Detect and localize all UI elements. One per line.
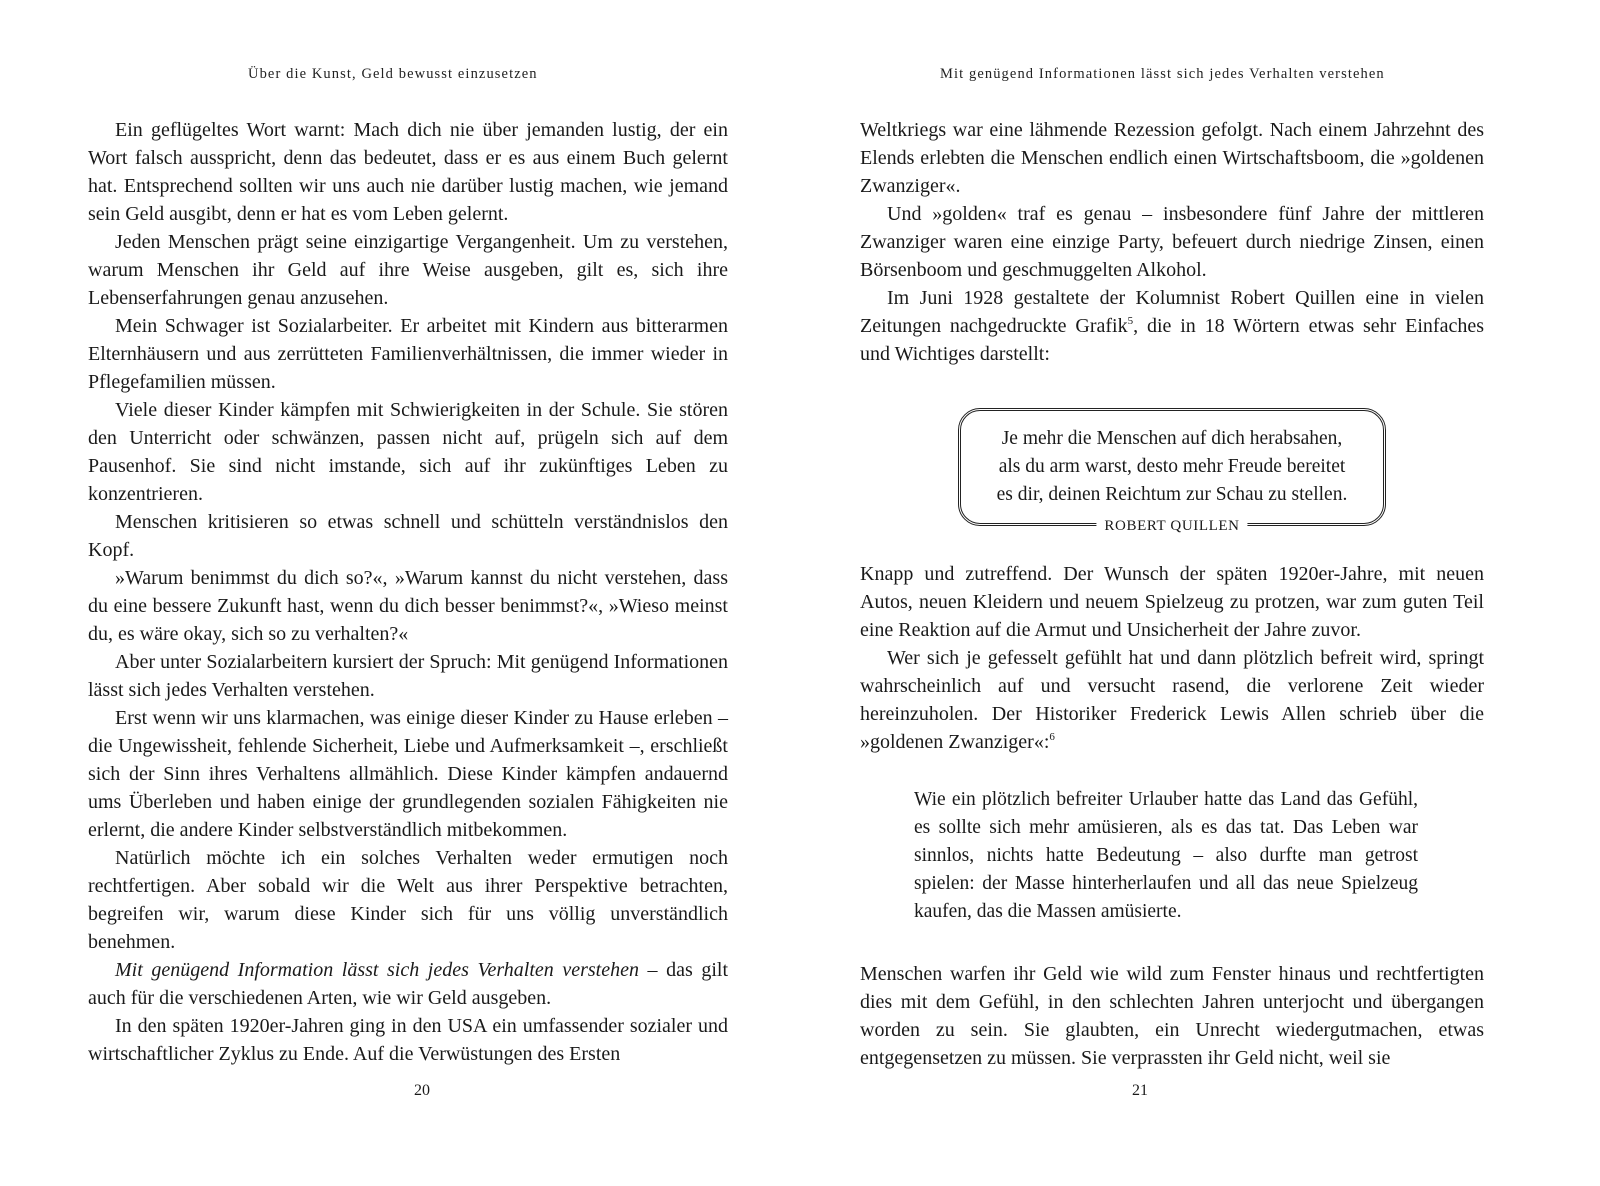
left-body-text — [88, 116, 728, 1068]
paragraph: »Warum benimmst du dich so?«, »Warum kannst du nicht verstehen, dass du eine bessere Zukunft hast, wenn du dich besser benimmst?«, »Wieso meinst du, es wäre okay, sich so zu verhalten?« — [88, 567, 728, 645]
paragraph: Mein Schwager ist Sozialarbeiter. Er arbeitet mit Kindern aus bitterarmen Elternhäusern und aus zerrütteten Familienverhältnissen, die immer wieder in Pflegefamilien müssen. — [88, 315, 728, 393]
page-number-left: 20 — [414, 1082, 430, 1099]
quote-line: Je mehr die Menschen auf dich herabsahen, — [1001, 428, 1343, 449]
running-head-right: Mit genügend Informationen lässt sich jedes Verhalten verstehen — [940, 66, 1385, 82]
paragraph: Menschen kritisieren so etwas schnell und schütteln verständnislos den Kopf. — [88, 511, 728, 561]
paragraph — [860, 644, 1484, 756]
quote-line: es dir, deinen Reichtum zur Schau zu stellen. — [996, 484, 1348, 505]
paragraph — [860, 284, 1484, 368]
footnote-ref: 5 — [1127, 315, 1134, 327]
quote-author: ROBERT QUILLEN — [1096, 518, 1247, 535]
paragraph: In den späten 1920er-Jahren ging in den USA ein umfassender sozialer und wirtschaftlicher Zyklus zu Ende. Auf die Verwüstungen des Ersten — [88, 1015, 728, 1065]
paragraph-part: Wer sich je gefesselt gefühlt hat und dann plötzlich befreit wird, springt wahrscheinlich auf und versucht rasend, die verlorene Zeit wieder hereinzuholen. Der Historiker Frederick Lewis Allen schrieb über die »goldenen Zwanziger«: — [860, 647, 1484, 753]
paragraph: Weltkriegs war eine lähmende Rezession gefolgt. Nach einem Jahrzehnt des Elends erlebten die Menschen endlich einen Wirtschaftsboom, die »goldenen Zwanziger«. — [860, 119, 1484, 197]
paragraph: Menschen warfen ihr Geld wie wild zum Fenster hinaus und rechtfertigten dies mit dem Gefühl, in den schlechten Jahren unterjocht und übergangen worden zu sein. Sie glaubten, ein Unrecht wiedergutmachen, etwas entgegensetzen zu müssen. Sie verprassten ihr Geld nicht, weil sie — [860, 963, 1484, 1069]
quote-line: als du arm warst, desto mehr Freude bereitet — [998, 456, 1346, 477]
paragraph: Viele dieser Kinder kämpfen mit Schwierigkeiten in der Schule. Sie stören den Unterricht oder schwänzen, passen nicht auf, prügeln sich auf dem Pausenhof. Sie sind nicht imstande, sich auf ihr zukünftiges Leben zu konzentrieren. — [88, 399, 728, 505]
right-page — [800, 0, 1600, 1186]
quote-box — [958, 408, 1386, 534]
paragraph-part: , die in 18 Wörtern etwas sehr Einfaches und Wichtiges darstellt: — [860, 315, 1485, 365]
paragraph: Erst wenn wir uns klarmachen, was einige dieser Kinder zu Hause erleben – die Ungewissheit, fehlende Sicherheit, Liebe und Aufmerksamkeit –, erschließt sich der Sinn ihres Verhaltens allmählich. Diese Kinder kämpfen andauernd ums Überleben und haben einige der grundlegenden sozialen Fähigkeiten nie erlernt, die andere Kinder selbstverständlich mitbekommen. — [88, 707, 728, 841]
right-body-text — [860, 116, 1484, 1072]
page-number-right: 21 — [1132, 1082, 1148, 1099]
paragraph: Ein geflügeltes Wort warnt: Mach dich nie über jemanden lustig, der ein Wort falsch ausspricht, denn das bedeutet, dass er es aus einem Buch gelernt hat. Entsprechend sollten wir uns auch nie darüber lustig machen, wie jemand sein Geld ausgibt, denn er hat es vom Leben gelernt. — [88, 119, 728, 225]
paragraph: Jeden Menschen prägt seine einzigartige Vergangenheit. Um zu verstehen, warum Menschen ihr Geld auf ihre Weise ausgeben, gilt es, sich ihre Lebenserfahrungen genau anzusehen. — [88, 231, 728, 309]
italic-phrase: Mit genügend Information lässt sich jedes Verhalten verstehen — [115, 959, 639, 981]
paragraph: Aber unter Sozialarbeitern kursiert der Spruch: Mit genügend Informationen lässt sich jedes Verhalten verstehen. — [88, 651, 728, 701]
block-quote — [914, 786, 1418, 926]
block-quote-text: Wie ein plötzlich befreiter Urlauber hatte das Land das Gefühl, es sollte sich mehr amüsieren, als es das tat. Das Leben war sinnlos, nichts hatte Bedeutung – also durfte man getrost spielen: der Masse hinterherlaufen und all das neue Spielzeug kaufen, das die Massen amüsierte. — [914, 789, 1418, 922]
paragraph-part: Im Juni 1928 gestaltete der Kolumnist Robert Quillen eine in vielen Zeitungen nachgedruckte Grafik — [860, 287, 1484, 337]
paragraph: Natürlich möchte ich ein solches Verhalten weder ermutigen noch rechtfertigen. Aber sobald wir die Welt aus ihrer Perspektive betrachten, begreifen wir, warum diese Kinder sich für uns völlig unverständlich benehmen. — [88, 847, 728, 953]
quote-text — [961, 425, 1383, 509]
paragraph: Knapp und zutreffend. Der Wunsch der späten 1920er-Jahre, mit neuen Autos, neuen Kleidern und neuem Spielzeug zu protzen, war zum guten Teil eine Reaktion auf die Armut und Unsicherheit der Jahre zuvor. — [860, 563, 1484, 641]
paragraph: Und »golden« traf es genau – insbesondere fünf Jahre der mittleren Zwanziger waren eine einzige Party, befeuert durch niedrige Zinsen, einen Börsenboom und geschmuggelten Alkohol. — [860, 203, 1484, 281]
paragraph-rest: – das gilt auch für die verschiedenen Arten, wie wir Geld ausgeben. — [88, 959, 728, 1009]
running-head-left: Über die Kunst, Geld bewusst einzusetzen — [248, 66, 538, 82]
paragraph — [88, 956, 728, 1012]
footnote-ref: 6 — [1049, 731, 1055, 743]
